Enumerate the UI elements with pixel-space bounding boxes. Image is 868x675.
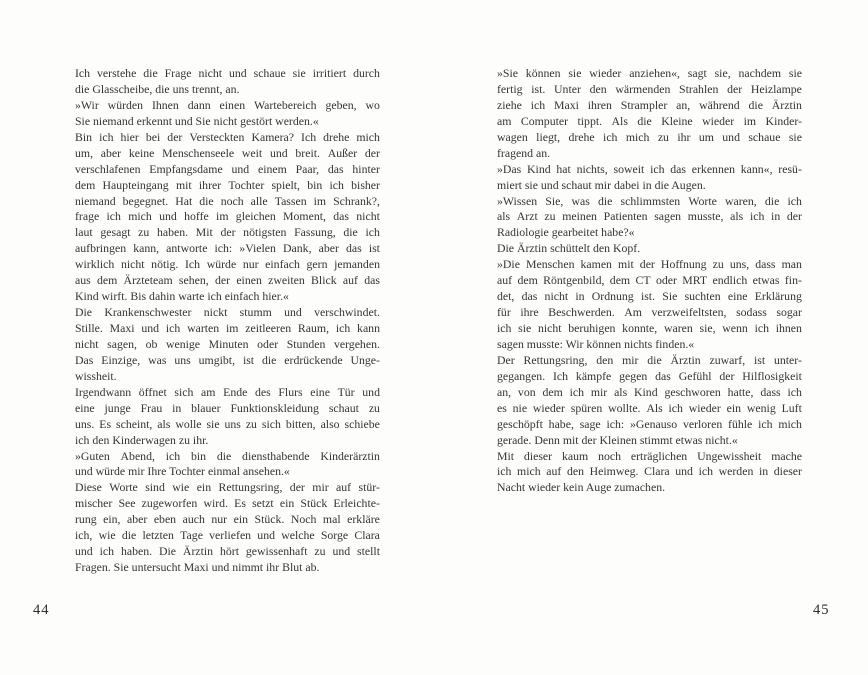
text-line: und ich haben. Die Ärztin hört gewissenhaft zu und stellt [75, 544, 380, 559]
text-line: Kind wirft. Bis dahin warte ich einfach hier.« [75, 289, 289, 304]
text-line: aus dem Ärzteteam sehen, der einen zweiten Blick auf das [75, 273, 380, 288]
text-line: aufbringen kann, antworte ich: »Vielen Dank, aber das ist [75, 241, 380, 256]
text-line: Radiologie gearbeitet habe?« [497, 225, 635, 240]
text-line: für ihre Beschwerden. Am verzweifeltsten, sodass sogar [497, 305, 802, 320]
text-line: Sie niemand erkennt und Sie nicht gestört werden.« [75, 113, 319, 128]
page-left-text-column [75, 66, 380, 576]
text-line: Ich verstehe die Frage nicht und schaue sie irritiert durch [75, 66, 380, 80]
text-line: wagen liegt, drehe ich mich zu ihr um und schaue sie [497, 129, 802, 144]
text-line: »Guten Abend, ich bin die diensthabende Kinderärztin [75, 448, 380, 463]
text-line: dem Haupteingang mit ihrer Tochter spielt, bin ich bisher [75, 177, 380, 192]
text-line: auf dem Röntgenbild, dem CT oder MRT endlich etwas fin- [497, 273, 802, 288]
text-line: fragend an. [497, 145, 551, 160]
text-line: rung ein, aber eben auch nur ein Stück. Noch mal erkläre [75, 512, 380, 527]
page-right-text-column [497, 66, 802, 496]
page-number-right: 45 [813, 602, 830, 618]
text-line: niemand begegnet. Hat die noch alle Tassen im Schrank?, [75, 193, 380, 208]
text-line: Irgendwann öffnet sich am Ende des Flurs eine Tür und [75, 384, 380, 399]
text-line: nicht sagen, ob wenige Minuten oder Stunden vergehen. [75, 336, 380, 351]
text-line: Die Ärztin schüttelt den Kopf. [497, 241, 641, 256]
text-line: Fragen. Sie untersucht Maxi und nimmt ihr Blut ab. [75, 560, 320, 575]
text-line: um, aber keine Menschenseele weit und breit. Außer der [75, 145, 380, 160]
text-line: an, von dem ich mir als Kind geschworen hatte, dass ich [497, 384, 802, 399]
text-line: »Das Kind hat nichts, soweit ich das erkennen kann«, resü- [497, 161, 802, 176]
text-line: gerade. Denn mit der Kleinen stimmt etwas nicht.« [497, 432, 738, 447]
text-line: verschlafenen Empfangsdame und einem Paar, das hinter [75, 161, 380, 176]
text-line: wissheit. [75, 368, 117, 383]
text-line: sagen musste: Wir können nichts finden.« [497, 336, 695, 351]
text-line: det, das nicht in Ordnung ist. Sie suchten eine Erklärung [497, 289, 802, 304]
text-line: ich den Kinderwagen zu ihr. [75, 432, 209, 447]
text-line: miert sie und schaut mir dabei in die Augen. [497, 177, 706, 192]
text-line: ziehe ich Maxi ihren Strampler an, während die Ärztin [497, 97, 802, 112]
text-line: eine junge Frau in blauer Funktionskleidung schaut zu [75, 400, 380, 415]
text-line: laut gesagt zu haben. Mit der nötigsten Fassung, die ich [75, 225, 380, 240]
text-line: uns. Es scheint, als wolle sie uns zu sich bitten, also schiebe [75, 416, 380, 431]
text-line: geschöpft habe, sage ich: »Genauso verloren fühle ich mich [497, 416, 802, 431]
text-line: ich sie nicht beruhigen konnte, waren sie, wenn ich ihnen [497, 321, 802, 335]
text-line: Mit dieser kaum noch erträglichen Ungewissheit mache [497, 448, 802, 463]
text-line: es nie wieder spüren wollte. Als ich wieder ein wenig Luft [497, 400, 802, 415]
text-line: die Glasscheibe, die uns trennt, an. [75, 81, 240, 96]
text-line: Die Krankenschwester nickt stumm und verschwindet. [75, 305, 380, 320]
text-line: mischer See zugeworfen wird. Es setzt ein Stück Erleichte- [75, 496, 380, 511]
text-line: frage ich mich und hoffe im gleichen Moment, das nicht [75, 209, 380, 224]
text-line: gegangen. Ich kämpfe gegen das Gefühl der Hilflosigkeit [497, 368, 802, 383]
text-line: fertig ist. Unter den wärmenden Strahlen der Heizlampe [497, 81, 802, 96]
page-number-left: 44 [33, 602, 50, 618]
text-line: wirklich nicht nötig. Ich würde nur einfach gern jemanden [75, 257, 380, 272]
text-line: Nacht wieder kein Auge zumachen. [497, 480, 666, 495]
text-line: als Arzt zu meinen Patienten sagen musste, als ich in der [497, 209, 802, 224]
text-line: Diese Worte sind wie ein Rettungsring, der mir auf stür- [75, 480, 380, 495]
text-line: und würde mir Ihre Tochter einmal ansehen.« [75, 464, 290, 479]
text-line: »Die Menschen kamen mit der Hoffnung zu uns, dass man [497, 257, 802, 272]
text-line: »Sie können sie wieder anziehen«, sagt sie, nachdem sie [497, 66, 802, 80]
text-line: »Wir würden Ihnen dann einen Wartebereich geben, wo [75, 97, 380, 112]
text-line: Der Rettungsring, den mir die Ärztin zuwarf, ist unter- [497, 352, 802, 367]
text-line: Bin ich hier bei der Versteckten Kamera? Ich drehe mich [75, 129, 380, 144]
text-line: »Wissen Sie, was die schlimmsten Worte waren, die ich [497, 193, 802, 208]
text-line: ich mich auf den Heimweg. Clara und ich werden in dieser [497, 464, 802, 479]
text-line: am Computer tippt. Als die Kleine wieder im Kinder- [497, 113, 802, 128]
text-line: Das Einzige, was uns umgibt, ist die erdrückende Unge- [75, 352, 380, 367]
text-line: Stille. Maxi und ich warten im zeitleeren Raum, ich kann [75, 321, 380, 335]
text-line: ich, wie die letzten Tage verliefen und welche Sorge Clara [75, 528, 380, 543]
